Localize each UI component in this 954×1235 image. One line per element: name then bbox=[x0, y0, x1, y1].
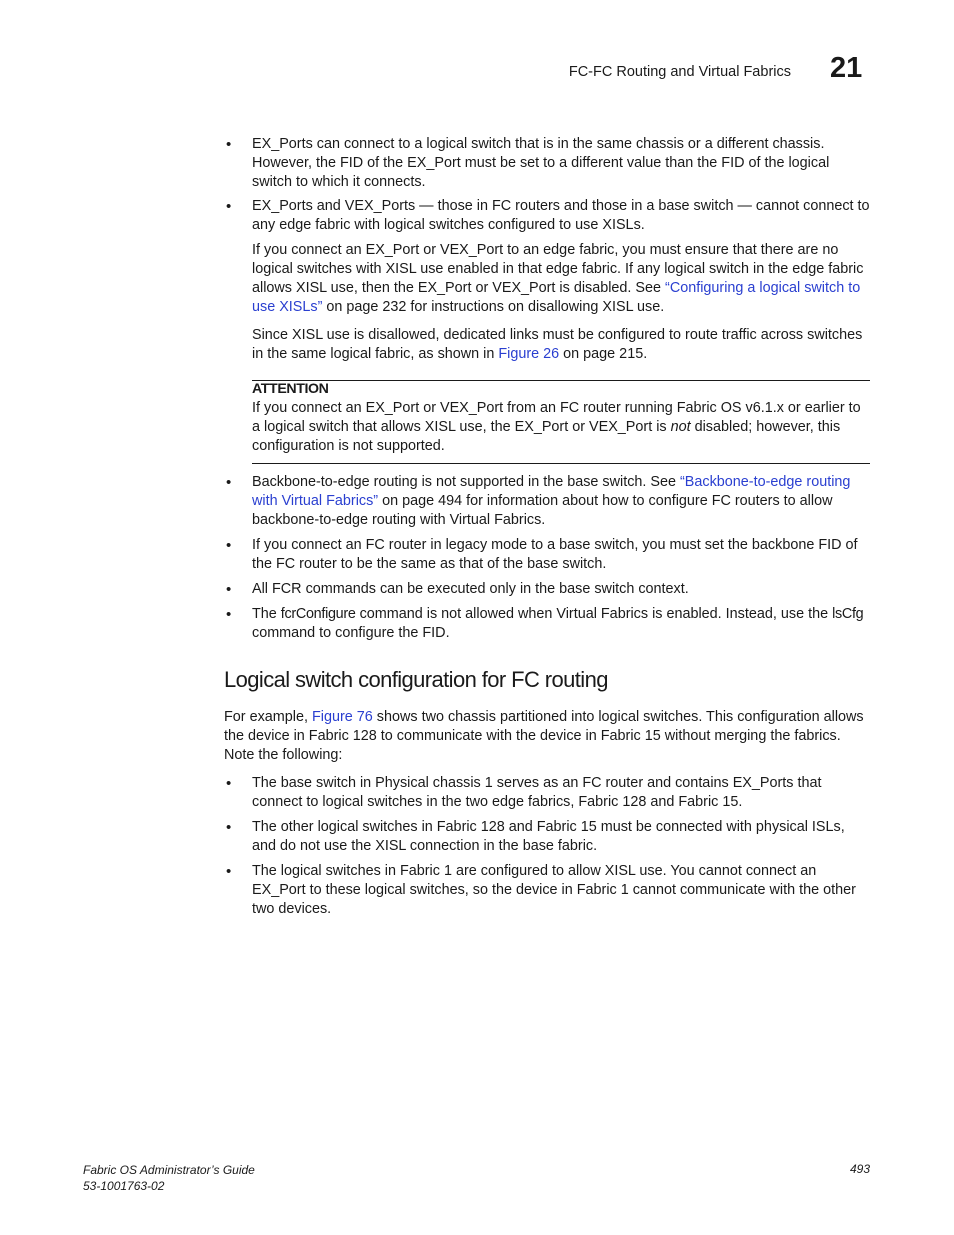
attention-box bbox=[252, 380, 870, 464]
list-item bbox=[224, 818, 870, 856]
command-fcrconfigure: fcrConfigure bbox=[280, 606, 356, 622]
text-run: Since XISL use is disallowed, dedicated links must be configured to route traffic across switches in the same logical fabric, as shown in bbox=[252, 327, 863, 362]
xref-link-backbone-to-edge[interactable]: “Backbone-to-edge routing with Virtual Fabrics” bbox=[252, 474, 851, 509]
list-item-text: EX_Ports can connect to a logical switch that is in the same chassis or a different chassis. However, the FID of the EX_Port must be set to a different value than the FID of the logical switch to which it connects. bbox=[252, 136, 830, 190]
list-item-text: The base switch in Physical chassis 1 serves as an FC router and contains EX_Ports that connect to logical switches in the two edge fabrics, Fabric 128 and Fabric 15. bbox=[252, 775, 822, 810]
bullet-list-top bbox=[224, 135, 870, 364]
xref-link-figure-26[interactable]: Figure 26 bbox=[498, 346, 560, 362]
text-run: command to configure the FID. bbox=[252, 625, 450, 641]
text-run: on page 232 for instructions on disallowing XISL use. bbox=[322, 299, 665, 315]
header-title: FC-FC Routing and Virtual Fabrics bbox=[568, 64, 791, 80]
sub-paragraph bbox=[252, 326, 870, 364]
list-item bbox=[224, 473, 870, 530]
list-item bbox=[224, 774, 870, 812]
text-run: shows two chassis partitioned into logical switches. This configuration allows the device in Fabric 128 to communicate with the device in Fabric 15 without merging the fabrics. Note the following: bbox=[224, 709, 864, 763]
list-item-text: EX_Ports and VEX_Ports — those in FC routers and those in a base switch — cannot connect to any edge fabric with logical switches configured to use XISLs. bbox=[252, 198, 870, 233]
xref-link-figure-76[interactable]: Figure 76 bbox=[311, 709, 373, 725]
section-heading: Logical switch configuration for FC routing bbox=[224, 667, 608, 692]
bullet-list-section bbox=[224, 774, 870, 919]
list-item bbox=[224, 135, 870, 192]
text-run: disabled; however, this configuration is not supported. bbox=[252, 419, 841, 454]
bullet-list-middle bbox=[224, 473, 870, 643]
list-item-text: All FCR commands can be executed only in the base switch context. bbox=[252, 581, 689, 597]
chapter-number: 21 bbox=[830, 52, 863, 84]
list-item bbox=[224, 536, 870, 574]
text-run: on page 494 for information about how to configure FC routers to allow backbone-to-edge routing with Virtual Fabrics. bbox=[252, 493, 833, 528]
footer-doc-title: Fabric OS Administrator’s Guide bbox=[83, 1163, 255, 1177]
attention-label: ATTENTION bbox=[252, 381, 329, 397]
list-item-text: The logical switches in Fabric 1 are configured to allow XISL use. You cannot connect an EX_Port to these logical switches, so the device in Fabric 1 cannot communicate with the other two devices. bbox=[252, 863, 856, 917]
list-item bbox=[224, 605, 870, 643]
footer-page-number: 493 bbox=[849, 1162, 870, 1176]
attention-text bbox=[252, 399, 870, 456]
text-run: For example, bbox=[224, 709, 312, 725]
command-lscfg: lsCfg bbox=[832, 606, 864, 622]
text-run: command is not allowed when Virtual Fabrics is enabled. Instead, use the bbox=[355, 606, 833, 622]
xref-link-configuring-xisls[interactable]: “Configuring a logical switch to use XISLs” bbox=[252, 280, 861, 315]
list-item bbox=[224, 197, 870, 364]
text-run: If you connect an EX_Port or VEX_Port to an edge fabric, you must ensure that there are no logical switches with XISL use enabled in that edge fabric. If any logical switch in the edge fabric allows XISL use, then the EX_Port or VEX_Port is disabled. See bbox=[252, 242, 864, 296]
emphasis-text: not bbox=[670, 419, 691, 435]
footer-doc-number: 53-1001763-02 bbox=[83, 1179, 165, 1193]
list-item bbox=[224, 580, 870, 599]
section-intro-paragraph bbox=[224, 708, 870, 765]
list-item-text: The other logical switches in Fabric 128 and Fabric 15 must be connected with physical ISLs, and do not use the XISL connection in the base fabric. bbox=[252, 819, 845, 854]
text-run: The bbox=[252, 606, 281, 622]
list-item-text: If you connect an FC router in legacy mode to a base switch, you must set the backbone FID of the FC router to be the same as that of the base switch. bbox=[252, 537, 858, 572]
footer-doc-info bbox=[83, 1162, 255, 1194]
list-item bbox=[224, 862, 870, 919]
text-run: on page 215. bbox=[559, 346, 648, 362]
sub-paragraph bbox=[252, 241, 870, 317]
text-run: If you connect an EX_Port or VEX_Port from an FC router running Fabric OS v6.1.x or earlier to a logical switch that allows XISL use, the EX_Port or VEX_Port is bbox=[252, 400, 861, 435]
text-run: Backbone-to-edge routing is not supported in the base switch. See bbox=[252, 474, 680, 490]
